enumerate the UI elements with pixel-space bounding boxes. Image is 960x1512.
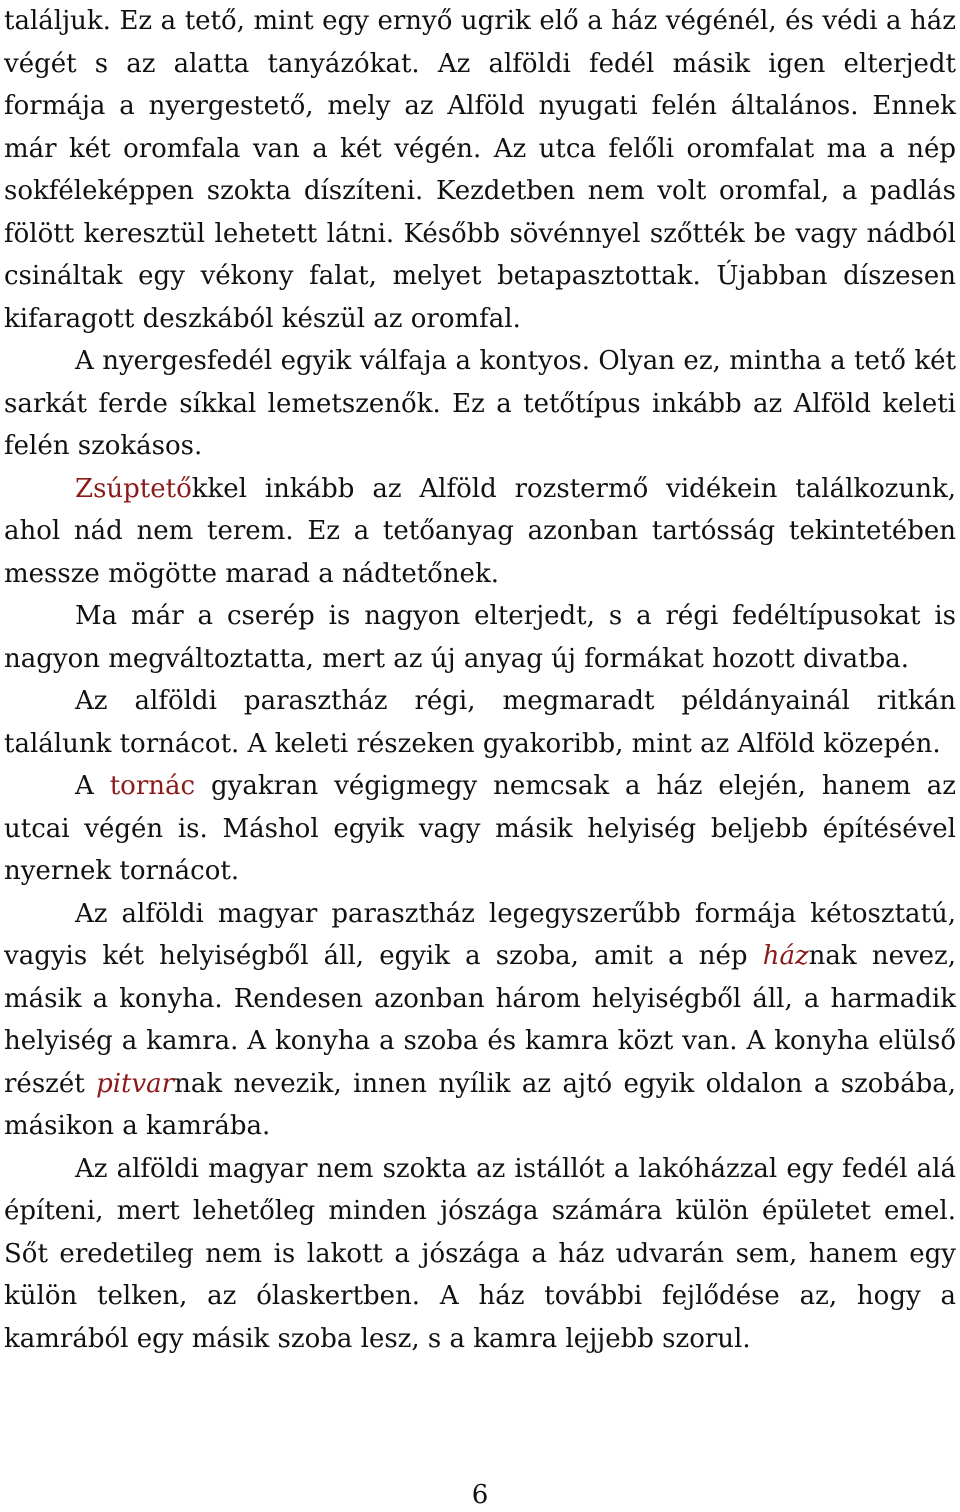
paragraph	[4, 0, 956, 340]
text-run: nak nevezik, innen nyílik az ajtó egyik oldalon a szobába, másikon a kamrába.	[4, 1068, 956, 1141]
text-run: Az alföldi parasztház régi, megmaradt példányainál ritkán találunk tornácot. A keleti részeken gyakoribb, mint az Alföld közepén.	[4, 686, 956, 759]
paragraph	[4, 468, 956, 596]
highlighted-term[interactable]: ház	[762, 941, 809, 971]
text-run: A	[75, 771, 110, 801]
text-run: Az alföldi magyar parasztház legegyszerűbb formája kétosztatú, vagyis két helyiségből áll, egyik a szoba, amit a nép	[4, 898, 956, 971]
paragraph	[4, 595, 956, 680]
paragraph	[4, 893, 956, 1148]
body-text	[4, 0, 956, 1360]
highlighted-term[interactable]: Zsúptető	[75, 473, 192, 504]
text-run: Ma már a cserép is nagyon elterjedt, s a régi fedéltípusokat is nagyon megváltoztatta, mert az új anyag új formákat hozott divatba.	[4, 601, 956, 674]
text-run: kkel inkább az Alföld rozstermő vidékein találkozunk, ahol nád nem terem. Ez a tetőanyag azonban tartósság tekintetében messze mögötte marad a nádtetőnek.	[4, 473, 956, 589]
highlighted-term[interactable]: pitvar	[96, 1068, 175, 1099]
paragraph	[4, 340, 956, 468]
text-run: A nyergesfedél egyik válfaja a kontyos. Olyan ez, mintha a tető két sarkát ferde síkkal lemetszenők. Ez a tetőtípus inkább az Alföld keleti felén szokásos.	[4, 346, 956, 461]
page-number: 6	[471, 1480, 489, 1510]
text-run: találjuk. Ez a tető, mint egy ernyő ugrik elő a ház végénél, és védi a ház végét s az alatta tanyázókat. Az alföldi fedél másik igen elterjedt formája a nyergestető, mely az Alföld nyugati felén általános. Ennek már két oromfala van a két végén. Az utca felőli oromfalat ma a nép sokféleképpen szokta díszíteni. Kezdetben nem volt oromfal, a padlás fölött keresztül lehetett látni. Később sövénnyel szőtték be vagy nádból csináltak egy vékony falat, melyet betapasztottak. Újabban díszesen kifaragott deszkából készül az oromfal.	[4, 6, 956, 334]
text-run: nak nevez, másik a konyha. Rendesen azonban három helyiségből áll, a harmadik helyiség a kamra. A konyha a szoba és kamra közt van. A konyha elülső részét	[4, 941, 956, 1099]
paragraph	[4, 765, 956, 893]
highlighted-term[interactable]: tornác	[109, 771, 196, 801]
paragraph	[4, 1148, 956, 1361]
text-run: gyakran végigmegy nemcsak a ház elején, hanem az utcai végén is. Máshol egyik vagy másik helyiség beljebb építésével nyernek tornácot.	[4, 771, 956, 886]
paragraph	[4, 680, 956, 765]
document-page	[4, 0, 956, 1360]
text-run: Az alföldi magyar nem szokta az istállót a lakóházzal egy fedél alá építeni, mert lehetőleg minden jószága számára külön épületet emel. Sőt eredetileg nem is lakott a jószága a ház udvarán sem, hanem egy külön telken, az ólaskertben. A ház további fejlődése az, hogy a kamrából egy másik szoba lesz, s a kamra lejjebb szorul.	[4, 1153, 956, 1354]
